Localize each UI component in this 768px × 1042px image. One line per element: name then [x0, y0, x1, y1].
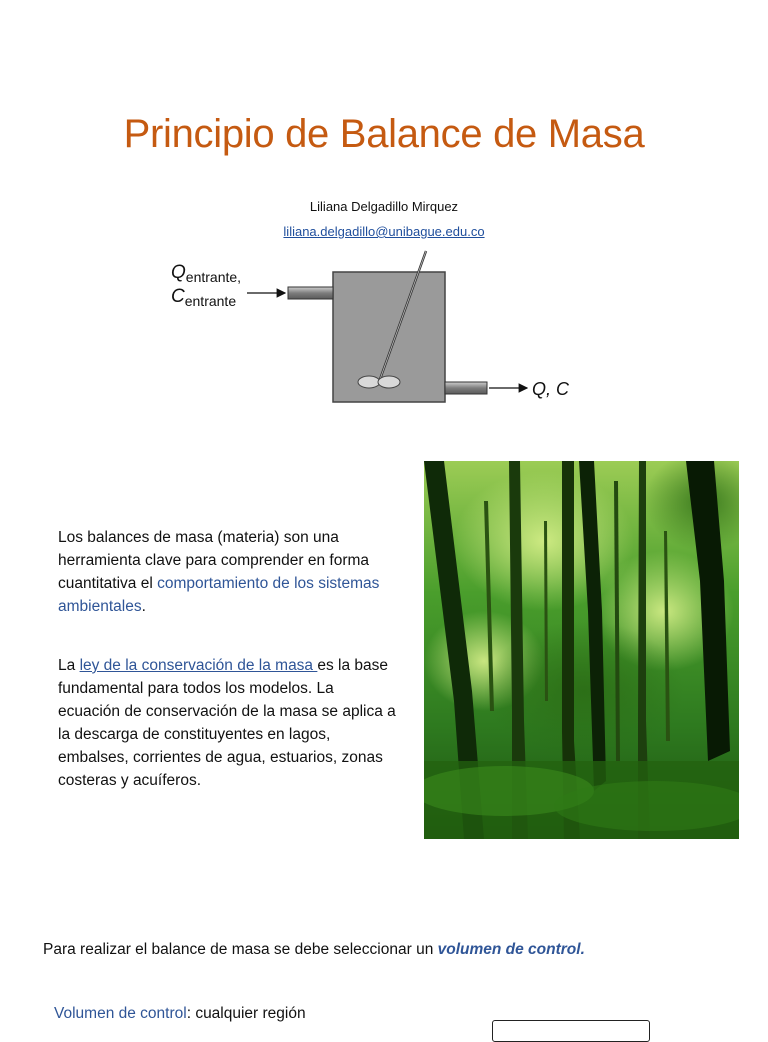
control-volume-emphasis: volumen de control [437, 941, 581, 958]
control-volume-term: Volumen de control [54, 1005, 187, 1022]
inflow-c-label: $C_{entrante}$ [171, 286, 237, 309]
figure-box-partial [492, 1020, 650, 1042]
intro-paragraph: Los balances de masa (materia) son una herramienta clave para comprender en forma cuantitativa el comportamiento de los sistemas ambientales. [58, 529, 380, 615]
outlet-pipe [445, 382, 487, 394]
control-volume-definition: Volumen de control: cualquier región [54, 1005, 306, 1022]
impeller-blade-left [358, 376, 380, 388]
highlight-environmental-systems: comportamiento de los sistemas ambientales [58, 575, 380, 615]
conservation-law-paragraph: La ley de la conservación de la masa es la base fundamental para todos los modelos. La ecuación de conservación de la masa se aplica a la descarga de constituyentes en lagos, embalses, corrientes de agua, estuarios, zonas costeras y acuíferos. [58, 657, 396, 789]
impeller-blade-right [378, 376, 400, 388]
conservation-law-link[interactable]: ley de la conservación de la masa [79, 657, 318, 674]
forest-photo [424, 461, 739, 839]
control-volume-sentence: Para realizar el balance de masa se debe seleccionar un volumen de control. [43, 941, 585, 958]
author-email [0, 224, 768, 239]
mass-balance-diagram [165, 248, 595, 410]
outflow-label: Q, C [532, 379, 570, 399]
email-link[interactable]: liliana.delgadillo@unibague.edu.co [283, 224, 485, 239]
inflow-q-label: $Q_{entrante}$, [171, 262, 242, 285]
page-title: Principio de Balance de Masa [123, 112, 645, 156]
inlet-pipe [288, 287, 333, 299]
author-name: Liliana Delgadillo Mirquez [309, 199, 459, 214]
